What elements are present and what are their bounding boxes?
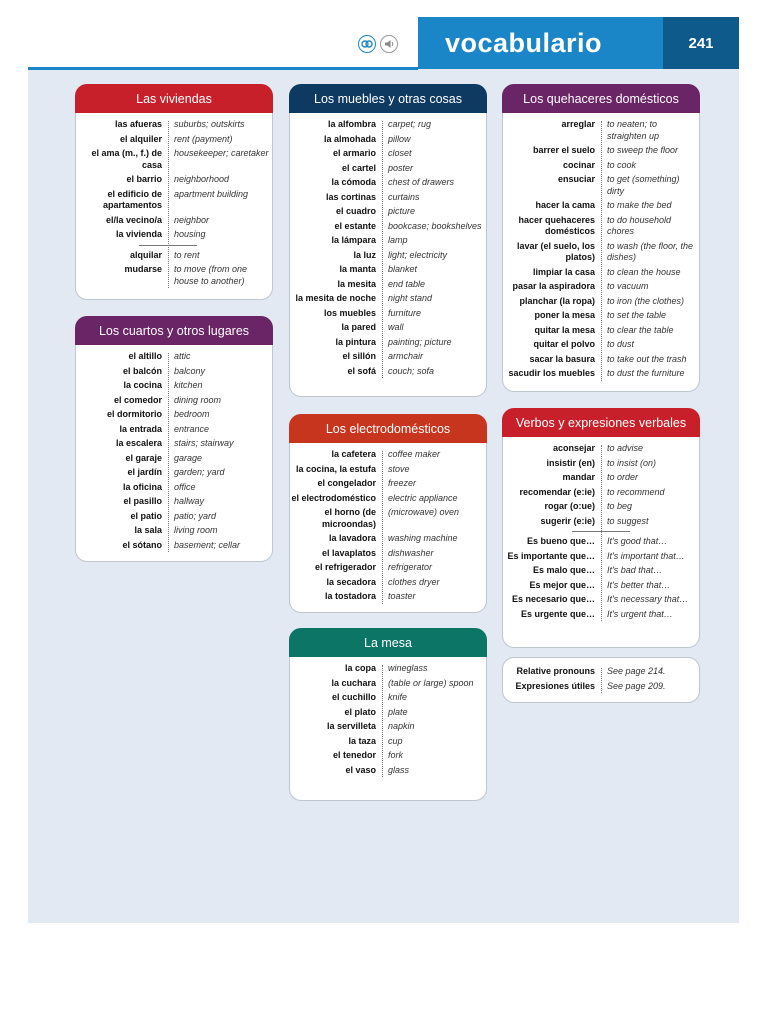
english-translation: coffee maker [388,449,441,459]
section-title: Los muebles y otras cosas [289,84,487,113]
spanish-term: el altillo [128,351,162,361]
section-title: Los quehaceres domésticos [502,84,700,113]
english-translation: to neaten; to straighten up [607,119,660,141]
english-translation: to cook [607,159,637,170]
vocab-row [503,443,699,455]
english-translation: hallway [174,496,205,506]
vocab-row [290,493,486,505]
english-translation: to make the bed [607,200,672,210]
english-translation: wineglass [388,663,428,673]
spanish-term: aconsejar [552,443,595,453]
vocab-card-electrodomesticos [289,414,487,613]
english-translation: balcony [174,365,206,376]
english-translation: living room [174,525,218,535]
vocab-card-referencias [502,657,700,703]
vocab-row [503,609,699,621]
spanish-term: la secadora [326,576,376,587]
spanish-term: el tenedor [332,750,376,760]
spanish-term: Es mejor que… [529,579,595,590]
vocab-row [290,250,486,262]
vocab-row [290,449,486,461]
vocab-row [76,250,272,262]
english-translation: end table [388,278,426,289]
vocab-row [503,354,699,366]
spanish-term: ensuciar [557,174,595,184]
vocab-row [503,472,699,484]
vocab-row [76,229,272,241]
vocab-row [290,134,486,146]
spanish-term: barrer el suelo [532,145,595,155]
english-translation: to iron (the clothes) [607,295,685,306]
spanish-term: la mesita [337,278,376,289]
spanish-term: lavar (el suelo, los platos) [516,240,595,262]
spanish-term: la cómoda [331,177,376,187]
english-translation: furniture [388,307,422,318]
spanish-term: el pasillo [123,496,162,506]
spanish-term: el ama (m., f.) de casa [91,148,162,170]
english-translation: attic [174,351,191,361]
spanish-term: la servilleta [326,721,376,731]
vocab-row [503,339,699,351]
header-rule [28,67,418,70]
vocab-row [290,148,486,160]
spanish-term: limpiar la casa [532,266,595,277]
vocab-list [290,449,486,606]
spanish-term: la copa [344,663,376,673]
vocab-row [290,192,486,204]
spanish-term: Es malo que… [532,565,595,575]
english-translation: stove [388,463,410,474]
english-translation: to recommend [607,486,665,497]
vocab-row [503,310,699,322]
spanish-term: la escalera [115,438,162,448]
vocab-row [290,308,486,320]
spanish-term: quitar el polvo [533,339,595,349]
vocab-row [503,174,699,197]
audio-icon[interactable] [380,35,398,53]
english-translation: garden; yard [174,467,225,477]
spanish-term: el comedor [113,394,162,405]
vocab-row [503,580,699,592]
english-translation: garage [174,452,203,463]
spanish-term: alquilar [129,249,162,260]
english-translation: wall [388,322,404,332]
spanish-term: el alquiler [119,133,162,144]
spanish-term: el lavaplatos [321,547,376,558]
english-translation: curtains [388,191,420,202]
vocab-row [503,594,699,606]
vocab-row [503,325,699,337]
english-translation: napkin [388,721,415,731]
vocab-row [290,562,486,574]
vocab-list [76,351,272,554]
spanish-term: el sillón [342,351,376,361]
english-translation: refrigerator [388,562,433,572]
spanish-term: las afueras [114,119,162,129]
vocab-row [503,681,699,693]
vocab-row [503,368,699,380]
vocab-row [503,536,699,548]
vocab-row [503,119,699,142]
vocab-card-la-mesa [289,628,487,801]
spanish-term: la cafetera [331,449,376,459]
vocab-row [503,458,699,470]
vocab-row [503,145,699,157]
spanish-term: el sofá [347,365,376,376]
spanish-term: sacar la basura [529,353,595,364]
vocab-row [290,507,486,530]
spanish-term: cocinar [562,159,595,170]
spanish-term: el plato [344,706,376,717]
english-translation: carpet; rug [388,119,432,129]
spanish-term: pasar la aspiradora [512,281,595,291]
english-translation: See page 214. [607,666,666,676]
spanish-term: el vaso [345,764,376,775]
vocab-row [290,750,486,762]
english-translation: to take out the trash [607,353,687,364]
section-title: La mesa [289,628,487,657]
spanish-term: el jardín [127,467,162,477]
spanish-term: la almohada [323,133,376,144]
english-translation: to set the table [607,310,667,320]
english-translation: to clear the table [607,324,674,335]
english-translation: basement; cellar [174,539,241,550]
english-translation: It's urgent that… [607,608,673,619]
spanish-term: el dormitorio [106,409,162,419]
english-translation: It's bad that… [607,565,663,575]
english-translation: (microwave) oven [388,507,460,517]
vocab-list [503,443,699,623]
divider [572,531,630,532]
spanish-term: la lámpara [331,235,376,245]
vocab-row [503,160,699,172]
spanish-term: poner la mesa [534,310,595,320]
vocab-row [290,351,486,363]
page-number: 241 [663,17,739,69]
spanish-term: la tostadora [324,591,376,601]
english-translation: neighbor [174,214,210,225]
spanish-term: Relative pronouns [516,666,595,676]
english-translation: bookcase; bookshelves [388,220,482,231]
spanish-term: insistir (en) [546,457,595,468]
english-translation: to dust [607,339,635,349]
spanish-term: sugerir (e:ie) [540,515,595,526]
english-translation: bedroom [174,409,210,419]
vocab-row [290,678,486,690]
vocab-row [290,322,486,334]
english-translation: to vacuum [607,281,649,291]
english-translation: to insist (on) [607,457,657,468]
spanish-term: el barrio [126,174,162,184]
spanish-term: el cuchillo [331,692,376,702]
english-translation: to order [607,472,639,482]
vocab-row [503,267,699,279]
english-translation: couch; sofa [388,365,435,376]
vocab-row [290,692,486,704]
english-translation: to clean the house [607,266,681,277]
english-translation: to beg [607,501,633,511]
vocab-row [76,264,272,287]
spanish-term: quitar la mesa [534,324,595,335]
english-translation: armchair [388,351,424,361]
vocab-list [503,666,699,695]
spanish-term: el cartel [341,162,376,173]
vocab-row [290,119,486,131]
spanish-term: la vivienda [115,229,162,239]
spanish-term: recomendar (e:ie) [519,486,595,497]
spanish-term: la taza [348,735,376,746]
english-translation: picture [388,206,416,216]
spanish-term: el sótano [122,539,162,550]
english-translation: stairs; stairway [174,438,234,448]
spanish-term: la cocina, la estufa [295,463,376,474]
spanish-term: Es urgente que… [520,608,595,619]
spanish-term: sacudir los muebles [508,368,595,378]
vocab-row [290,548,486,560]
vocab-row [76,438,272,450]
vocab-row [76,511,272,523]
vocab-row [290,293,486,305]
vocab-row [290,464,486,476]
spanish-term: la sala [134,525,162,535]
english-translation: fork [388,750,404,760]
spanish-term: el balcón [122,365,162,376]
vocab-row [290,337,486,349]
vocab-card-verbos [502,408,700,648]
spanish-term: el edificio de apartamentos [102,188,162,210]
english-translation: neighborhood [174,174,230,184]
english-translation: clothes dryer [388,576,440,587]
vocab-row [76,215,272,227]
spanish-term: arreglar [561,119,595,129]
vocab-row [76,189,272,212]
spanish-term: el/la vecino/a [105,214,162,225]
spanish-term: Expresiones útiles [515,680,595,691]
spanish-term: la manta [339,264,376,274]
english-translation: to advise [607,443,644,453]
vocab-row [290,765,486,777]
vocab-row [290,736,486,748]
spanish-term: la luz [353,249,376,260]
spanish-term: la pintura [335,336,376,347]
english-translation: glass [388,764,410,775]
page-title: vocabulario [418,17,663,69]
spanish-term: el cuadro [335,206,376,216]
vocab-row [503,551,699,563]
vocab-row [290,177,486,189]
english-translation: It's important that… [607,550,685,561]
vocab-row [76,351,272,363]
vocab-row [290,478,486,490]
english-translation: entrance [174,423,210,434]
vocab-row [290,264,486,276]
spanish-term: la cuchara [331,677,376,688]
vocab-row [76,380,272,392]
spanish-term: la mesita de noche [295,293,376,303]
english-translation: lamp [388,235,408,245]
vocab-list [290,119,486,380]
spanish-term: el patio [130,510,162,521]
spanish-term: la oficina [122,481,162,492]
section-title: Verbos y expresiones verbales [502,408,700,437]
spanish-term: hacer la cama [535,200,595,210]
english-translation: It's good that… [607,536,668,546]
english-translation: suburbs; outskirts [174,119,245,129]
spanish-term: mandar [562,472,595,482]
vocab-card-los-muebles [289,84,487,397]
vocab-row [76,540,272,552]
media-icons [358,35,398,53]
vocab-row [76,453,272,465]
section-title: Los electrodomésticos [289,414,487,443]
english-translation: kitchen [174,380,203,390]
english-translation: (table or large) spoon [388,677,474,688]
english-translation: painting; picture [388,336,452,347]
spanish-term: mudarse [124,264,162,274]
english-translation: to rent [174,249,200,260]
english-translation: It's necessary that… [607,594,689,604]
vocab-row [503,516,699,528]
english-translation: closet [388,148,412,158]
english-translation: knife [388,692,408,702]
vocab-list [76,119,272,290]
english-translation: See page 209. [607,680,666,691]
spanish-term: el armario [332,148,376,158]
vocab-row [290,577,486,589]
vocab-row [503,215,699,238]
vocab-row [503,666,699,678]
english-translation: to move (from one house to another) [174,264,248,286]
link-icon[interactable] [358,35,376,53]
english-translation: plate [388,706,408,717]
vocab-row [76,525,272,537]
spanish-term: la entrada [119,423,162,434]
english-translation: to dust the furniture [607,368,685,378]
spanish-term: el congelador [317,478,376,488]
vocab-row [290,163,486,175]
vocab-list [503,119,699,383]
english-translation: cup [388,735,403,746]
english-translation: to sweep the floor [607,145,679,155]
vocab-row [290,235,486,247]
spanish-term: la pared [341,322,376,332]
english-translation: to do household chores [607,214,672,236]
vocab-row [290,707,486,719]
english-translation: to suggest [607,515,649,526]
spanish-term: rogar (o:ue) [544,501,595,511]
vocab-row [290,366,486,378]
vocab-row [503,487,699,499]
english-translation: freezer [388,478,417,488]
english-translation: housekeeper; caretaker [174,148,269,158]
vocab-row [290,221,486,233]
vocab-row [76,395,272,407]
spanish-term: el garaje [125,452,162,463]
spanish-term: las cortinas [325,191,376,202]
english-translation: washing machine [388,533,458,543]
vocab-row [76,134,272,146]
english-translation: electric appliance [388,492,458,503]
header [28,17,739,69]
english-translation: poster [388,162,414,173]
spanish-term: Es bueno que… [526,536,595,546]
vocab-row [290,591,486,603]
vocab-row [76,482,272,494]
spanish-term: el horno (de microondas) [321,507,376,529]
vocab-row [503,200,699,212]
english-translation: office [174,481,196,492]
spanish-term: hacer quehaceres domésticos [518,214,595,236]
vocab-row [76,467,272,479]
english-translation: It's better that… [607,579,671,590]
vocab-row [76,148,272,171]
vocab-row [76,366,272,378]
vocab-row [76,174,272,186]
english-translation: dishwasher [388,547,434,558]
divider [139,245,197,246]
spanish-term: el electrodoméstico [291,492,376,503]
vocab-row [76,496,272,508]
english-translation: housing [174,229,206,239]
english-translation: rent (payment) [174,133,233,144]
english-translation: to wash (the floor, the dishes) [607,240,694,262]
page [28,17,739,923]
vocab-row [503,241,699,264]
english-translation: pillow [388,133,411,144]
vocab-card-las-viviendas [75,84,273,300]
vocab-card-quehaceres [502,84,700,392]
vocab-row [503,565,699,577]
english-translation: light; electricity [388,249,448,260]
vocab-list [290,663,486,779]
vocab-row [76,119,272,131]
vocab-row [503,296,699,308]
english-translation: apartment building [174,188,249,199]
english-translation: dining room [174,394,222,405]
spanish-term: los muebles [323,307,376,318]
english-translation: patio; yard [174,510,217,521]
english-translation: night stand [388,293,433,303]
vocab-row [290,279,486,291]
spanish-term: la alfombra [327,119,376,129]
english-translation: toaster [388,591,416,601]
spanish-term: planchar (la ropa) [519,295,595,306]
english-translation: blanket [388,264,418,274]
spanish-term: el refrigerador [314,562,376,572]
spanish-term: Es importante que… [507,550,595,561]
spanish-term: el estante [334,220,376,231]
vocab-card-los-cuartos [75,316,273,562]
vocab-row [290,533,486,545]
spanish-term: la cocina [123,380,162,390]
vocab-row [290,206,486,218]
vocab-row [503,501,699,513]
english-translation: chest of drawers [388,177,455,187]
spanish-term: Es necesario que… [511,594,595,604]
vocab-row [76,409,272,421]
vocab-row [503,281,699,293]
vocab-row [290,721,486,733]
section-title: Los cuartos y otros lugares [75,316,273,345]
vocab-row [76,424,272,436]
english-translation: to get (something) dirty [607,174,680,196]
spanish-term: la lavadora [328,533,376,543]
section-title: Las viviendas [75,84,273,113]
vocab-row [290,663,486,675]
